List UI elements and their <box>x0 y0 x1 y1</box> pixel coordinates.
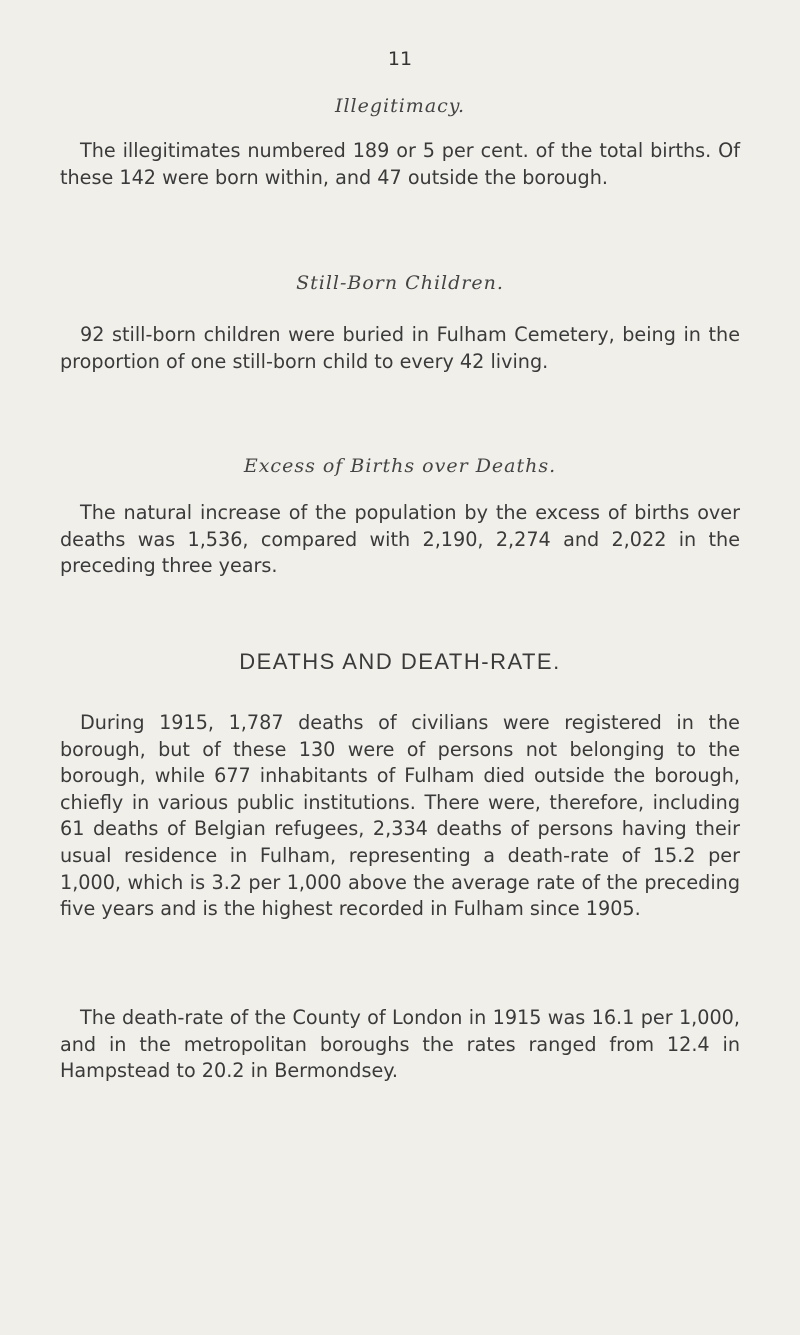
illegitimacy-paragraph: The illegitimates numbered 189 or 5 per cent. of the total births. Of these 142 were born within, and 47 outside the borough. <box>60 139 740 189</box>
deaths-paragraph-2: The death-rate of the County of London in 1915 was 16.1 per 1,000, and in the metropolitan boroughs the rates ranged from 12.4 in Hampstead to 20.2 in Bermondsey. <box>60 1006 740 1083</box>
page-number: 11 <box>387 48 413 70</box>
excess-heading: Excess of Births over Deaths. <box>243 455 557 477</box>
excess-paragraph: The natural increase of the population by the excess of births over deaths was 1,536, compared with 2,190, 2,274 and 2,022 in the preceding three years. <box>60 501 740 578</box>
still-born-paragraph: 92 still-born children were buried in Fulham Cemetery, being in the proportion of one still-born child to every 42 living. <box>60 323 740 373</box>
deaths-paragraph-1: During 1915, 1,787 deaths of civilians were registered in the borough, but of these 130 were of persons not belonging to the borough, while 677 inhabitants of Fulham died outside the borough, chiefly in various public institutions. There were, therefore, including 61 deaths of Belgian refugees, 2,334 deaths of persons having their usual residence in Fulham, representing a death-rate of 15.2 per 1,000, which is 3.2 per 1,000 above the average rate of the preceding five years and is the highest recorded in Fulham since 1905. <box>60 711 740 921</box>
still-born-heading: Still-Born Children. <box>296 272 504 294</box>
illegitimacy-heading: Illegitimacy. <box>334 95 466 117</box>
deaths-section-heading: DEATHS AND DEATH-RATE. <box>239 649 561 674</box>
